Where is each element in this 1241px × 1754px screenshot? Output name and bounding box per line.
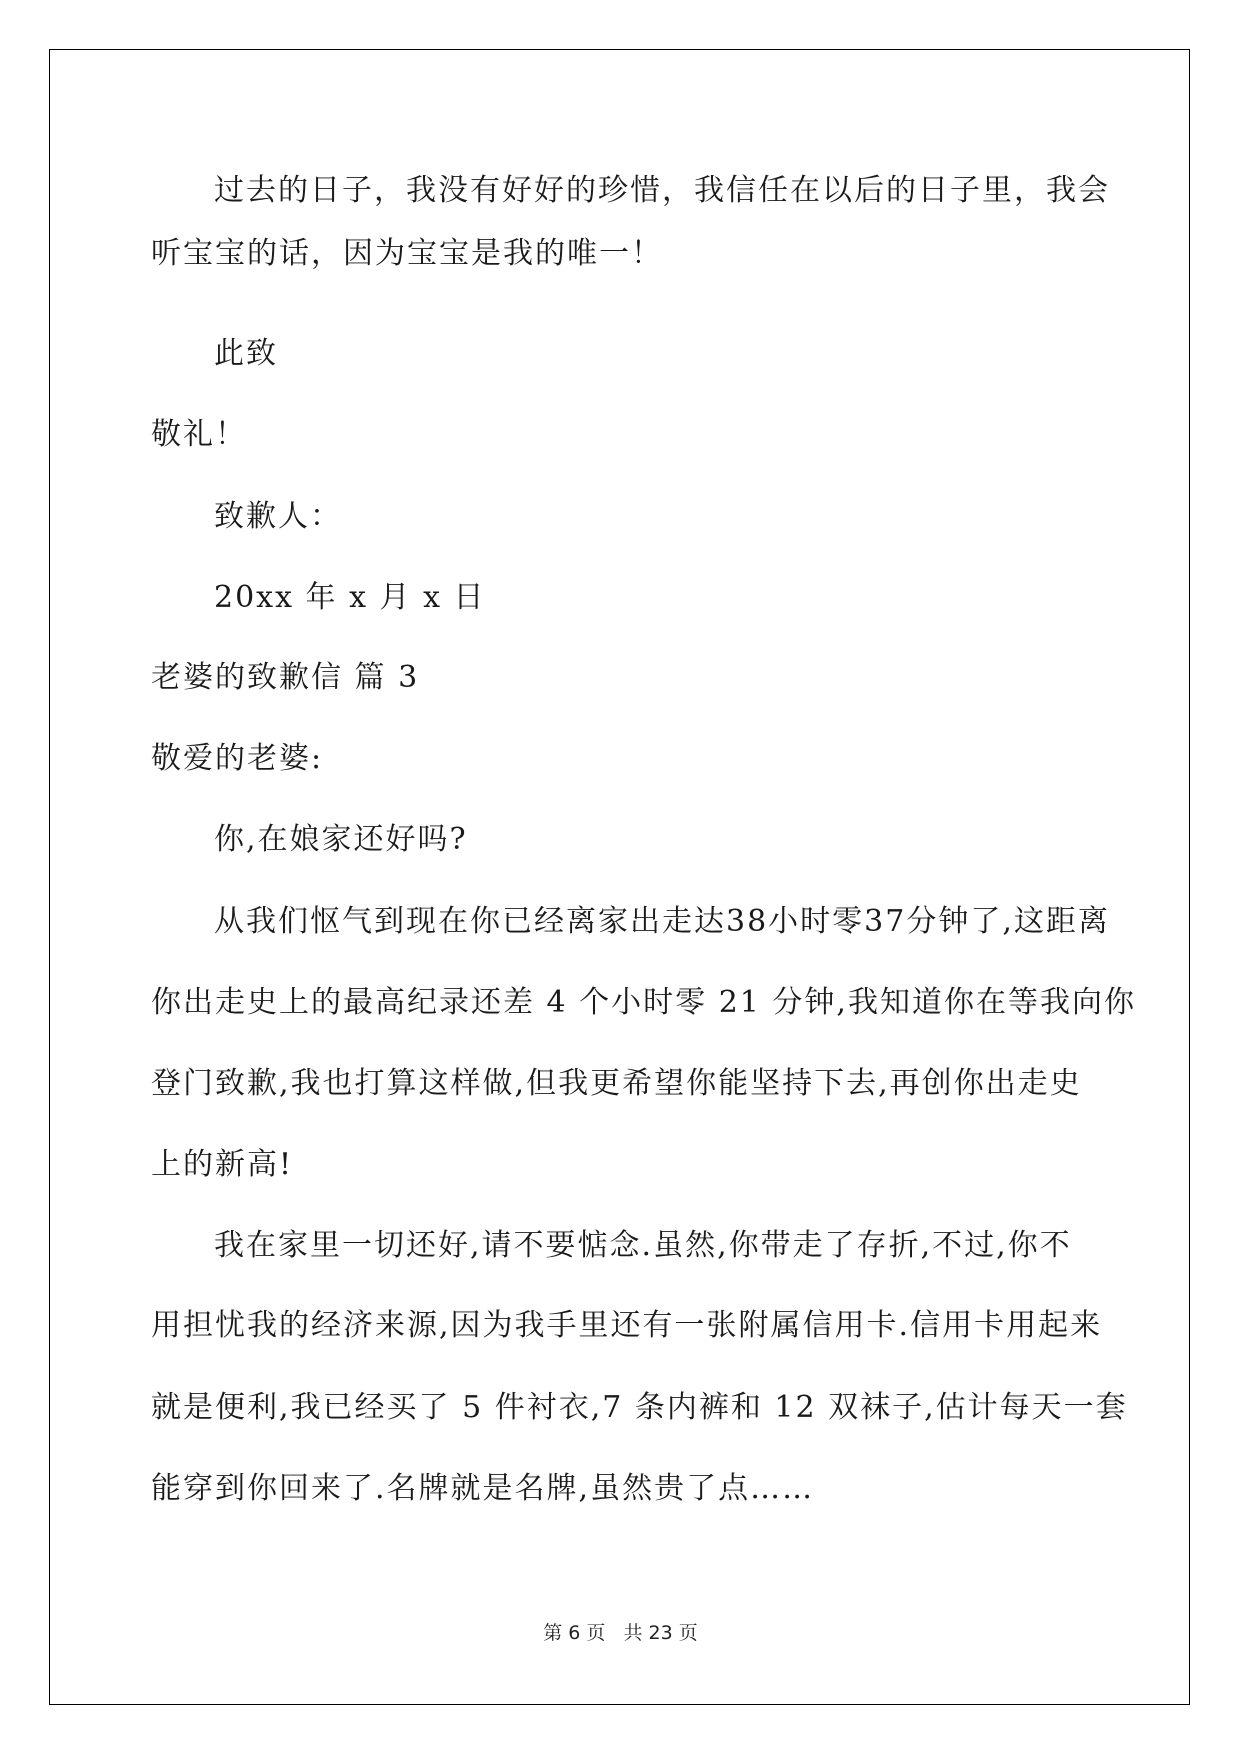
body-line-17: 能穿到你回来了.名牌就是名牌,虽然贵了点…… (151, 1471, 815, 1506)
signature-label: 致歉人： (214, 499, 342, 534)
body-line-1: 过去的日子，我没有好好的珍惜，我信任在以后的日子里，我会 (214, 173, 1110, 208)
closing-regards: 敬礼！ (151, 417, 247, 452)
body-line-10: 从我们怄气到现在你已经离家出走达38小时零37分钟了,这距离 (214, 904, 1110, 939)
closing-salutation: 此致 (214, 336, 278, 371)
body-line-13: 上的新高! (151, 1147, 294, 1182)
body-line-9: 你,在娘家还好吗? (214, 822, 468, 857)
body-line-16: 就是便利,我已经买了 5 件衬衣,7 条内裤和 12 双袜子,估计每天一套 (151, 1390, 1128, 1425)
body-line-11: 你出走史上的最高纪录还差 4 个小时零 21 分钟,我知道你在等我向你 (151, 985, 1136, 1020)
total-pages: 共 23 页 (623, 1622, 698, 1644)
body-line-15: 用担忧我的经济来源,因为我手里还有一张附属信用卡.信用卡用起来 (151, 1308, 1103, 1343)
page-footer (0, 1618, 1241, 1645)
page-border (49, 49, 1190, 1705)
greeting: 敬爱的老婆: (151, 741, 324, 776)
body-line-14: 我在家里一切还好,请不要惦念.虽然,你带走了存折,不过,你不 (214, 1228, 1072, 1263)
section-heading: 老婆的致歉信 篇 3 (151, 660, 420, 695)
body-line-2: 听宝宝的话，因为宝宝是我的唯一！ (151, 236, 663, 271)
date-line: 20xx 年 x 月 x 日 (214, 580, 486, 615)
page-number: 第 6 页 (543, 1622, 606, 1644)
body-line-12: 登门致歉,我也打算这样做,但我更希望你能坚持下去,再创你出走史 (151, 1066, 1082, 1101)
